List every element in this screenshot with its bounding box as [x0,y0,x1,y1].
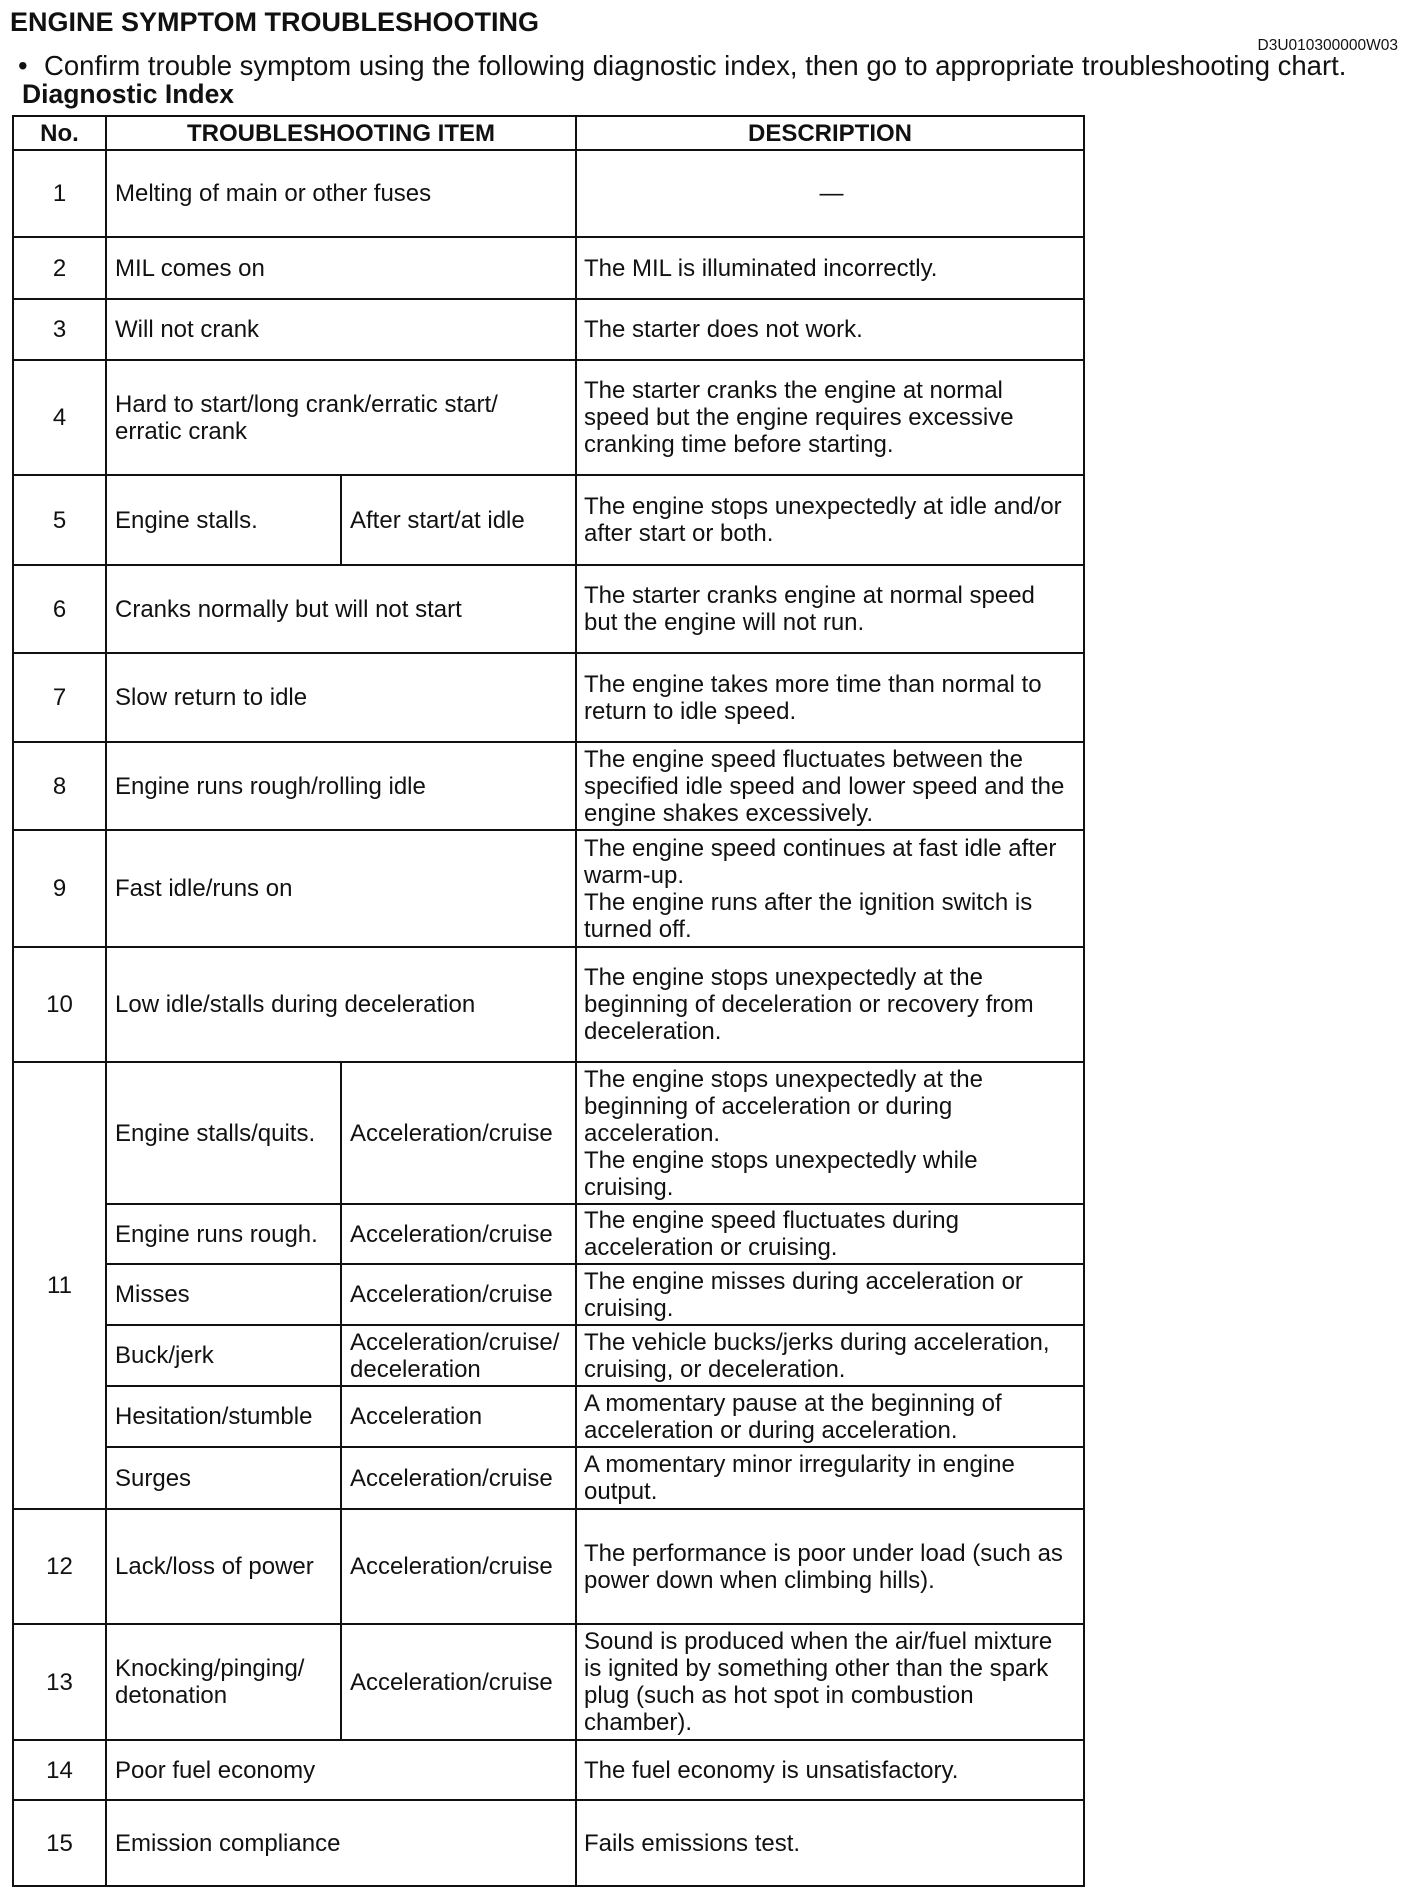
description: The fuel economy is unsatisfactory. [576,1740,1084,1800]
operating-condition: After start/at idle [341,475,576,565]
description: The engine speed continues at fast idle after warm-up. The engine runs after the ignition switch is turned off. [576,830,1084,947]
troubleshooting-item: Engine stalls. [106,475,341,565]
row-number: 4 [13,360,106,475]
troubleshooting-item: Fast idle/runs on [106,830,576,947]
bullet-icon: • [18,50,28,81]
operating-condition: Acceleration [341,1386,576,1447]
table-row [13,237,1084,299]
table-row [13,1062,1084,1204]
troubleshooting-item: Surges [106,1447,341,1509]
section-title: Diagnostic Index [22,79,235,109]
operating-condition: Acceleration/cruise [341,1624,576,1740]
description: The engine misses during acceleration or cruising. [576,1264,1084,1325]
description: Fails emissions test. [576,1800,1084,1886]
table-row [13,150,1084,237]
operating-condition: Acceleration/cruise [341,1204,576,1264]
operating-condition: Acceleration/cruise [341,1264,576,1325]
row-number: 3 [13,299,106,360]
troubleshooting-item: Low idle/stalls during deceleration [106,947,576,1062]
table-row [13,475,1084,565]
troubleshooting-item: Engine runs rough. [106,1204,341,1264]
troubleshooting-item: Melting of main or other fuses [106,150,576,237]
table-row [13,1509,1084,1624]
troubleshooting-item: Slow return to idle [106,653,576,742]
troubleshooting-item: Will not crank [106,299,576,360]
description: Sound is produced when the air/fuel mixture is ignited by something other than the spark plug (such as hot spot in combustion chamber). [576,1624,1084,1740]
description: The vehicle bucks/jerks during acceleration, cruising, or deceleration. [576,1325,1084,1386]
description: The engine speed fluctuates during acceleration or cruising. [576,1204,1084,1264]
table-row [13,1386,1084,1447]
column-header-item: TROUBLESHOOTING ITEM [106,116,576,150]
operating-condition: Acceleration/cruise [341,1062,576,1204]
row-number: 6 [13,565,106,653]
description: The engine stops unexpectedly at the beginning of acceleration or during acceleration. The engine stops unexpectedly while cruising. [576,1062,1084,1204]
diagnostic-index-table [12,115,1085,1887]
table-row [13,1800,1084,1886]
row-number: 14 [13,1740,106,1800]
troubleshooting-item: Poor fuel economy [106,1740,576,1800]
troubleshooting-item: Misses [106,1264,341,1325]
instruction-text: Confirm trouble symptom using the following diagnostic index, then go to appropriate troubleshooting chart. [44,50,1347,81]
header-row [13,116,1084,150]
description: The MIL is illuminated incorrectly. [576,237,1084,299]
row-number: 7 [13,653,106,742]
troubleshooting-item: Lack/loss of power [106,1509,341,1624]
row-number: 10 [13,947,106,1062]
table-row [13,1740,1084,1800]
troubleshooting-item: Hard to start/long crank/erratic start/ erratic crank [106,360,576,475]
description: The starter cranks the engine at normal speed but the engine requires excessive cranking time before starting. [576,360,1084,475]
row-number: 9 [13,830,106,947]
table-row [13,1447,1084,1509]
table-row [13,360,1084,475]
table-row [13,1624,1084,1740]
description: The engine stops unexpectedly at the beginning of deceleration or recovery from deceleration. [576,947,1084,1062]
table-row [13,653,1084,742]
table-row [13,1204,1084,1264]
description: — [576,150,1084,237]
row-number: 11 [13,1062,106,1509]
table-row [13,1264,1084,1325]
troubleshooting-item: Buck/jerk [106,1325,341,1386]
description: The performance is poor under load (such as power down when climbing hills). [576,1509,1084,1624]
description: A momentary pause at the beginning of acceleration or during acceleration. [576,1386,1084,1447]
row-number: 15 [13,1800,106,1886]
troubleshooting-item: Engine runs rough/rolling idle [106,742,576,830]
row-number: 2 [13,237,106,299]
operating-condition: Acceleration/cruise/ deceleration [341,1325,576,1386]
troubleshooting-item: MIL comes on [106,237,576,299]
table-row [13,742,1084,830]
table-row [13,565,1084,653]
instruction-line [18,51,1346,81]
description: The engine takes more time than normal to return to idle speed. [576,653,1084,742]
column-header-no: No. [13,116,106,150]
troubleshooting-item: Engine stalls/quits. [106,1062,341,1204]
operating-condition: Acceleration/cruise [341,1509,576,1624]
document-code: D3U010300000W03 [1257,37,1398,54]
page-title: ENGINE SYMPTOM TROUBLESHOOTING [10,7,540,37]
row-number: 1 [13,150,106,237]
description: The starter cranks engine at normal speed but the engine will not run. [576,565,1084,653]
description: The starter does not work. [576,299,1084,360]
troubleshooting-item: Hesitation/stumble [106,1386,341,1447]
table-row [13,299,1084,360]
troubleshooting-item: Emission compliance [106,1800,576,1886]
column-header-description: DESCRIPTION [576,116,1084,150]
description: The engine stops unexpectedly at idle and/or after start or both. [576,475,1084,565]
description: The engine speed fluctuates between the specified idle speed and lower speed and the engine shakes excessively. [576,742,1084,830]
row-number: 5 [13,475,106,565]
troubleshooting-item: Cranks normally but will not start [106,565,576,653]
table-row [13,830,1084,947]
description: A momentary minor irregularity in engine output. [576,1447,1084,1509]
row-number: 13 [13,1624,106,1740]
table-row [13,947,1084,1062]
row-number: 8 [13,742,106,830]
table-row [13,1325,1084,1386]
operating-condition: Acceleration/cruise [341,1447,576,1509]
row-number: 12 [13,1509,106,1624]
troubleshooting-item: Knocking/pinging/ detonation [106,1624,341,1740]
